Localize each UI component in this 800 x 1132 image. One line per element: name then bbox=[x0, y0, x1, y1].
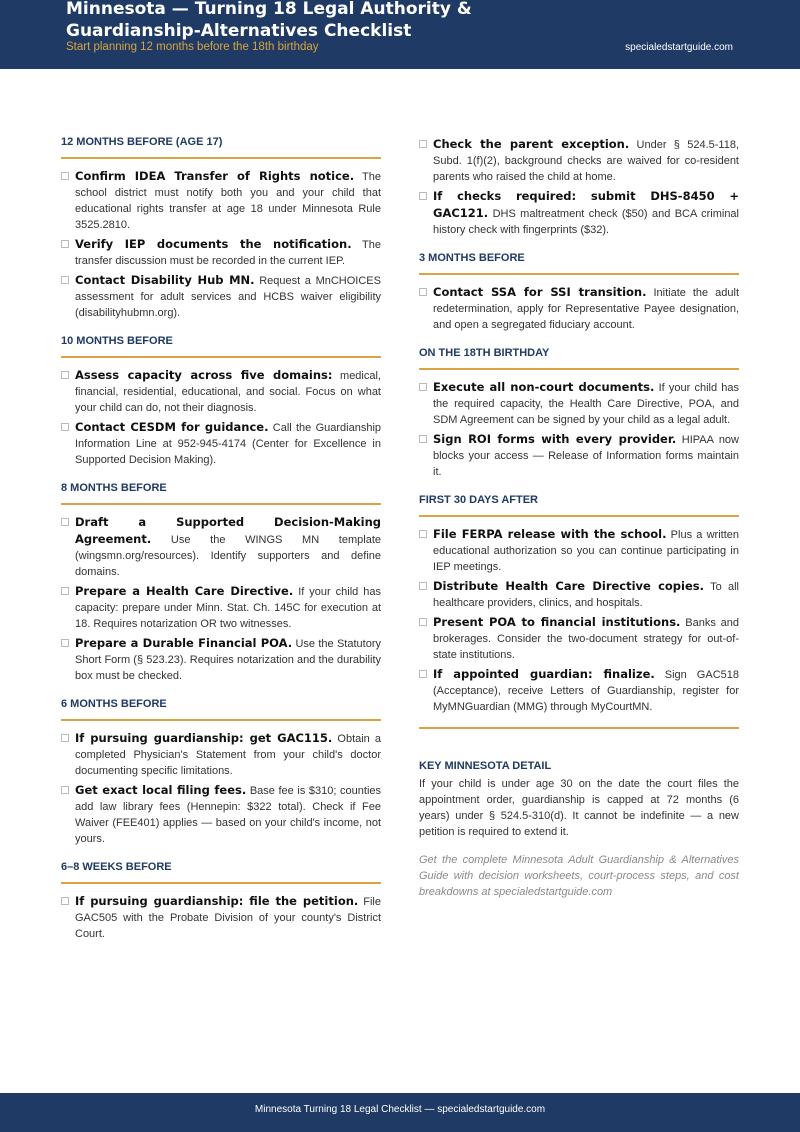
checkbox[interactable] bbox=[61, 897, 69, 905]
checklist-item bbox=[419, 136, 739, 185]
item-text: Initiate the adult redetermination, apply for Representative Payee designation, and open a segregated fiduciary account. bbox=[433, 287, 740, 331]
checklist-item bbox=[419, 379, 739, 428]
section-divider bbox=[61, 356, 381, 358]
item-title: Confirm IDEA Transfer of Rights notice. bbox=[75, 169, 355, 183]
item-title: Get exact local filing fees. bbox=[75, 783, 247, 797]
checklist-item bbox=[61, 168, 381, 233]
item-title: File FERPA release with the school. bbox=[433, 527, 667, 541]
checkbox[interactable] bbox=[419, 288, 427, 296]
item-text: Call the Guardianship Information Line at 952-945-4174 (Center for Excellence in Supported Decision Making). bbox=[75, 422, 382, 466]
checklist-item bbox=[419, 431, 739, 480]
section-heading: 6 MONTHS BEFORE bbox=[61, 698, 167, 710]
item-title: Sign ROI forms with every provider. bbox=[433, 432, 677, 446]
key-detail-heading: KEY MINNESOTA DETAIL bbox=[419, 760, 552, 772]
checkbox[interactable] bbox=[419, 618, 427, 626]
checklist-item bbox=[419, 188, 739, 238]
section-heading: FIRST 30 DAYS AFTER bbox=[419, 494, 538, 506]
item-text: HIPAA now blocks your access — Release of Information forms maintain it. bbox=[433, 434, 739, 478]
section-divider bbox=[61, 719, 381, 721]
item-text: To all healthcare providers, clinics, and hospitals. bbox=[433, 581, 740, 609]
item-text: File GAC505 with the Probate Division of your county's District Court. bbox=[75, 896, 381, 940]
section-heading: 8 MONTHS BEFORE bbox=[61, 482, 167, 494]
page-header bbox=[0, 0, 800, 69]
section-heading: 10 MONTHS BEFORE bbox=[61, 335, 173, 347]
checklist-item bbox=[61, 782, 381, 847]
section-6-8-weeks bbox=[61, 861, 381, 942]
page-title: Minnesota — Turning 18 Legal Authority & Guardianship-Alternatives Checklist bbox=[66, 0, 472, 41]
section-18th-birthday bbox=[419, 347, 739, 480]
section-12-months bbox=[61, 136, 381, 321]
item-text: DHS maltreatment check ($50) and BCA criminal history check with fingerprints ($32). bbox=[433, 208, 739, 236]
section-3-months bbox=[419, 252, 739, 333]
item-title: Contact CESDM for guidance. bbox=[75, 420, 269, 434]
checkbox[interactable] bbox=[419, 670, 427, 678]
item-title: Contact Disability Hub MN. bbox=[75, 273, 255, 287]
section-divider bbox=[419, 368, 739, 370]
checkbox[interactable] bbox=[61, 240, 69, 248]
checklist-item bbox=[61, 583, 381, 632]
checklist-item bbox=[61, 236, 381, 269]
item-title: Distribute Health Care Directive copies. bbox=[433, 579, 704, 593]
checkbox[interactable] bbox=[61, 786, 69, 794]
checklist-item bbox=[419, 614, 739, 663]
item-text: Use the Statutory Short Form (§ 523.23). Requires notarization and the durability box must be checked. bbox=[75, 638, 381, 682]
checklist-item bbox=[419, 284, 739, 333]
item-text: medical, financial, residential, educational, and social. Focus on what your child can do, not their diagnosis. bbox=[75, 370, 381, 414]
key-detail-box bbox=[419, 760, 739, 900]
item-title: Contact SSA for SSI transition. bbox=[433, 285, 647, 299]
section-heading: ON THE 18TH BIRTHDAY bbox=[419, 347, 550, 359]
checkbox[interactable] bbox=[419, 140, 427, 148]
checklist-item bbox=[61, 272, 381, 321]
item-text: Obtain a completed Physician's Statement from your child's doctor documenting specific limitations. bbox=[75, 733, 381, 777]
checklist-item bbox=[61, 419, 381, 468]
key-detail-body: If your child is under age 30 on the date the court files the appointment order, guardianship is capped at 72 months (6 years) under § 524.5-310(d). It cannot be indefinite — a new petition is required to extend it. bbox=[419, 778, 739, 838]
checklist-item bbox=[61, 514, 381, 580]
right-column bbox=[419, 136, 739, 900]
checkbox[interactable] bbox=[61, 639, 69, 647]
section-first-30-days bbox=[419, 494, 739, 729]
item-text: If your child has the required capacity, the Health Care Directive, POA, and SDM Agreement can be signed by your child as a legal adult. bbox=[433, 382, 740, 426]
page-footer bbox=[0, 1093, 800, 1132]
checkbox[interactable] bbox=[61, 172, 69, 180]
checkbox[interactable] bbox=[61, 423, 69, 431]
page-subtitle: Start planning 12 months before the 18th birthday bbox=[66, 41, 319, 53]
item-title: Draft a Supported Decision-Making Agreement. bbox=[75, 515, 381, 546]
checklist-item bbox=[61, 635, 381, 684]
section-divider bbox=[419, 515, 739, 517]
header-site-link[interactable]: specialedstartguide.com bbox=[625, 42, 733, 53]
item-text: The transfer discussion must be recorded in the current IEP. bbox=[75, 239, 382, 267]
item-title: Execute all non-court documents. bbox=[433, 380, 655, 394]
item-text: Use the WINGS MN template (wingsmn.org/resources). Identify supporters and define domains. bbox=[75, 534, 381, 578]
item-title: Prepare a Health Care Directive. bbox=[75, 584, 294, 598]
section-divider bbox=[61, 503, 381, 505]
section-heading: 6–8 WEEKS BEFORE bbox=[61, 861, 172, 873]
item-title: Check the parent exception. bbox=[433, 137, 630, 151]
section-heading: 3 MONTHS BEFORE bbox=[419, 252, 525, 264]
item-text: If your child has capacity: prepare under Minn. Stat. Ch. 145C for execution at 18. Requires notarization OR two witnesses. bbox=[75, 586, 381, 630]
checkbox[interactable] bbox=[419, 383, 427, 391]
item-text: Banks and brokerages. Consider the two-document strategy for out-of-state institutions. bbox=[433, 617, 740, 661]
item-text: Sign GAC518 (Acceptance), receive Letters of Guardianship, register for MyMNGuardian (MMG) through MyCourtMN. bbox=[433, 669, 739, 713]
checklist-item bbox=[419, 526, 739, 575]
checkbox[interactable] bbox=[419, 530, 427, 538]
item-title: Verify IEP documents the notification. bbox=[75, 237, 352, 251]
checkbox[interactable] bbox=[61, 518, 69, 526]
checkbox[interactable] bbox=[419, 582, 427, 590]
section-6-months bbox=[61, 698, 381, 847]
item-text: Plus a written educational authorization so you can continue participating in IEP meetings. bbox=[433, 529, 739, 573]
section-10-months bbox=[61, 335, 381, 468]
item-text: Under § 524.5-118, Subd. 1(f)(2), background checks are waived for co-resident parents who raised the child at home. bbox=[433, 139, 740, 183]
item-title: If appointed guardian: finalize. bbox=[433, 667, 655, 681]
footer-text: Minnesota Turning 18 Legal Checklist — specialedstartguide.com bbox=[254, 1104, 546, 1115]
item-title: If checks required: submit DHS-8450 + GAC121. bbox=[433, 189, 739, 220]
section-divider bbox=[419, 727, 739, 729]
checkbox[interactable] bbox=[419, 192, 427, 200]
checkbox[interactable] bbox=[419, 435, 427, 443]
checkbox[interactable] bbox=[61, 587, 69, 595]
checklist-item bbox=[61, 730, 381, 779]
checklist-item bbox=[61, 893, 381, 942]
item-title: Present POA to financial institutions. bbox=[433, 615, 681, 629]
item-title: Prepare a Durable Financial POA. bbox=[75, 636, 293, 650]
section-divider bbox=[419, 273, 739, 275]
item-text: Base fee is $310; counties add law library fees (Hennepin: $322 total). Check if Fee Waiver (FEE401) applies — based on your child's income, not yours. bbox=[75, 785, 382, 845]
item-title: Assess capacity across five domains: bbox=[75, 368, 333, 382]
left-column bbox=[61, 136, 381, 956]
item-title: If pursuing guardianship: file the petition. bbox=[75, 894, 359, 908]
checkbox[interactable] bbox=[61, 734, 69, 742]
checklist-item bbox=[419, 578, 739, 611]
guide-promo-text: Get the complete Minnesota Adult Guardianship & Alternatives Guide with decision worksheets, court-process steps, and cost breakdowns at specialedstartguide.com bbox=[419, 854, 739, 898]
item-text: The school district must notify both you and your child that educational rights transfer at age 18 under Minnesota Rule 3525.2810. bbox=[75, 171, 381, 231]
section-8-months bbox=[61, 482, 381, 684]
checkbox[interactable] bbox=[61, 276, 69, 284]
item-text: Request a MnCHOICES assessment for adult services and HCBS waiver eligibility (disabilityhubmn.org). bbox=[75, 275, 381, 319]
item-title: If pursuing guardianship: get GAC115. bbox=[75, 731, 333, 745]
checklist-item bbox=[419, 666, 739, 715]
section-continued bbox=[419, 136, 739, 238]
checklist-item bbox=[61, 367, 381, 416]
section-divider bbox=[61, 882, 381, 884]
checkbox[interactable] bbox=[61, 371, 69, 379]
section-divider bbox=[61, 157, 381, 159]
section-heading: 12 MONTHS BEFORE (AGE 17) bbox=[61, 136, 223, 148]
